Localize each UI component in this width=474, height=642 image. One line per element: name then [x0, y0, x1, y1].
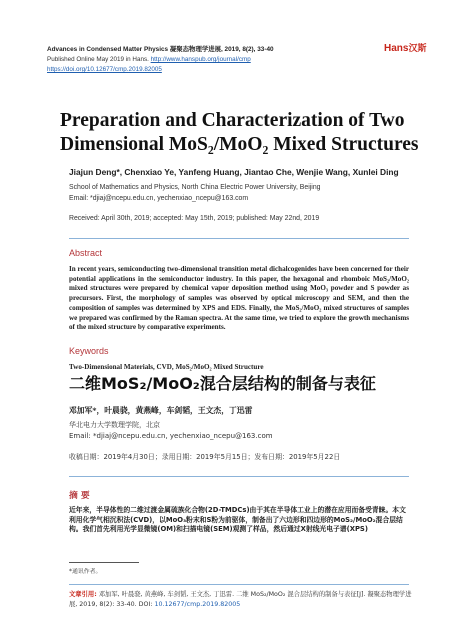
- email: Email: *djiaj@ncepu.edu.cn, yechenxiao_ncepu@163.com: [69, 194, 249, 202]
- chinese-title: 二维MoS₂/MoO₂混合层结构的制备与表征: [69, 374, 376, 393]
- chinese-abstract-rule: [69, 476, 409, 477]
- chinese-email: Email: *djiaj@ncepu.edu.cn, yechenxiao_ncepu@163.com: [69, 431, 273, 440]
- doi-link[interactable]: https://doi.org/10.12677/cmp.2019.82005: [47, 66, 162, 73]
- journal-citation: Advances in Condensed Matter Physics 凝聚态物理学进展, 2019, 8(2), 33-40: [47, 46, 274, 53]
- logo-latin: Hans: [384, 43, 409, 54]
- affiliation-block: [69, 183, 320, 204]
- citation-rule: [69, 584, 409, 585]
- authors: Jiajun Deng*, Chenxiao Ye, Yanfeng Huang, Jiantao Che, Wenjie Wang, Xunlei Ding: [69, 167, 399, 177]
- abstract-heading: Abstract: [69, 248, 103, 258]
- citation-label: 文章引用:: [69, 591, 97, 598]
- citation-doi-link[interactable]: 10.12677/cmp.2019.82005: [154, 600, 241, 608]
- chinese-received-dates: 收稿日期：2019年4月30日；录用日期：2019年5月15日；发布日期：2019年5月22日: [69, 453, 341, 461]
- title-line-2: Dimensional MoS₂/MoO₂ Mixed Structures: [60, 134, 419, 155]
- keywords-heading: Keywords: [69, 346, 109, 356]
- published-online-text: Published Online May 2019 in Hans.: [47, 56, 151, 63]
- footnote-rule: [69, 562, 139, 563]
- citation: [69, 590, 419, 609]
- keywords-text: Two-Dimensional Materials, CVD, MoS₂/MoO₂ Mixed Structure: [69, 363, 264, 371]
- abstract-text: In recent years, semiconducting two-dimensional transition metal dichalcogenides have been concerned for their potential applications in the semiconductor industry. In this paper, the hexagonal and rhomboic MoS₂/MoO₂ mixed structures were prepared by chemical vapor deposition method using MoO₃ powder and S powder as precursors. First, the morphology of samples was observed by optical microscopy and SEM, and then the composition of samples was determined by XPS and EDS. Finally, the MoS₂/MoO₂ mixed structures of samples we prepared was confirmed by the Raman spectra. At the same time, we tried to explore the growth mechanisms of the mixed structure by comparative experiments.: [69, 265, 409, 332]
- chinese-abstract-text: 近年来，半导体性的二维过渡金属硫族化合物(2D-TMDCs)由于其在半导体工业上的潜在应用而备受青睐。本文利用化学气相沉积法(CVD)，以MoO₃粉末和S粉为前驱体，制备出了六边形和四边形的MoS₂/MoO₂混合层结构。我们首先利用光学显微镜(OM)和扫描电镜(SEM)观测了样品，然后通过X射线光电子谱(XPS): [69, 506, 406, 534]
- publication-info: [47, 55, 251, 75]
- chinese-abstract-heading: 摘 要: [69, 491, 90, 501]
- chinese-authors: 邓加军*，叶晨骁，黄燕峰，车剑韬，王文杰，丁迅雷: [69, 406, 253, 415]
- paper-title: [60, 109, 440, 157]
- affiliation: School of Mathematics and Physics, North China Electric Power University, Beijing: [69, 184, 321, 191]
- journal-link[interactable]: http://www.hanspub.org/journal/cmp: [150, 56, 251, 63]
- chinese-affiliation: 华北电力大学数理学院，北京: [69, 421, 160, 429]
- chinese-affiliation-block: [69, 420, 273, 441]
- footnote: *通讯作者。: [69, 569, 102, 575]
- logo-cn: 汉斯: [408, 44, 427, 54]
- citation-text: 邓加军, 叶晨骁, 黄燕峰, 车剑韬, 王文杰, 丁迅雷. 二维 MoS₂/MoO₂ 混合层结构的制备与表征[J]. 凝聚态物理学进展, 2019, 8(2): 33-40. DOI:: [69, 591, 412, 608]
- received-dates: Received: April 30th, 2019; accepted: May 15th, 2019; published: May 22nd, 2019: [69, 215, 320, 222]
- abstract-top-rule: [69, 238, 409, 239]
- title-line-1: Preparation and Characterization of Two: [60, 110, 405, 131]
- hans-logo: [384, 41, 426, 54]
